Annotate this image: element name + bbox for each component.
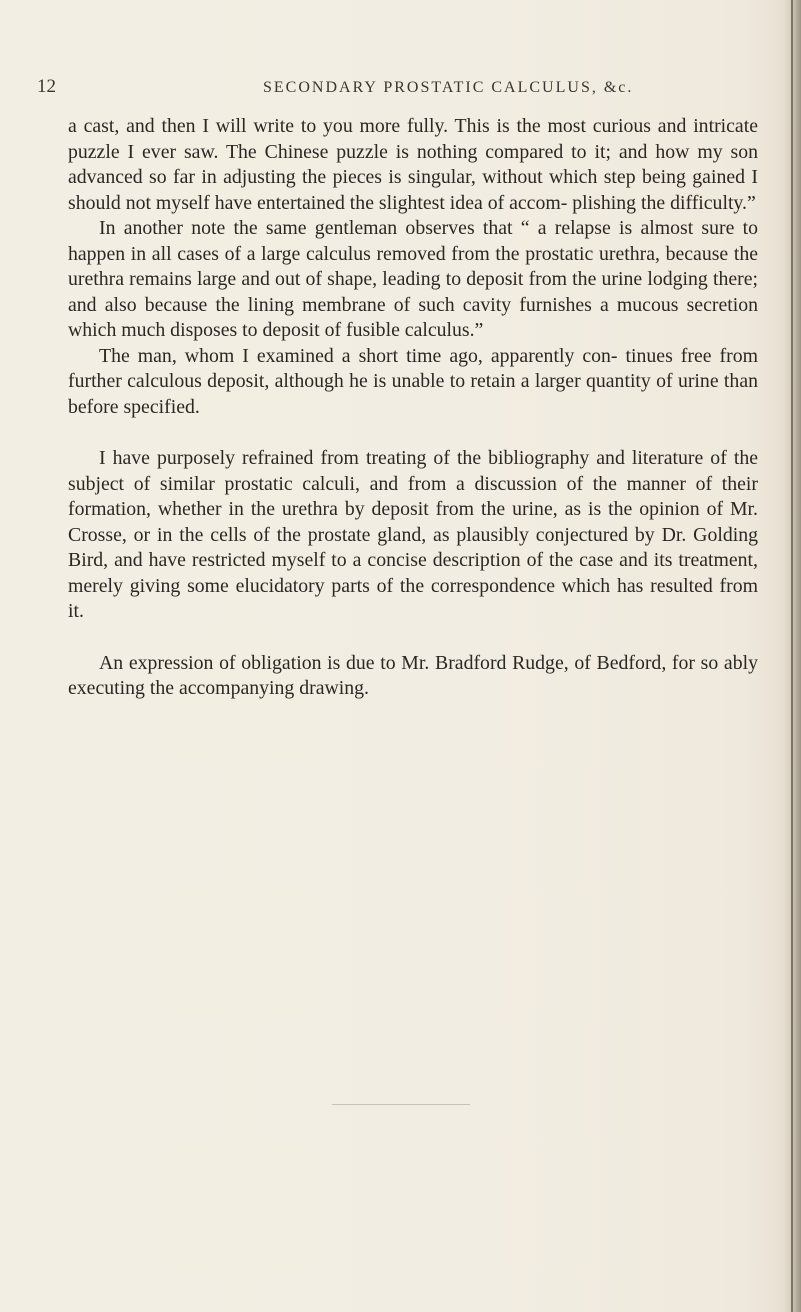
page-header xyxy=(37,76,757,100)
running-head: SECONDARY PROSTATIC CALCULUS, &c. xyxy=(263,79,634,96)
paragraph-5: An expression of obligation is due to Mr. Bradford Rudge, of Bedford, for so ably executing the accompanying drawing. xyxy=(68,651,758,699)
paragraph-3: The man, whom I examined a short time ago, apparently con- tinues free from further calculous deposit, although he is unable to retain a larger quantity of urine than before specified. xyxy=(68,344,758,418)
page-edge-line xyxy=(791,0,793,1312)
paragraph-2: In another note the same gentleman observes that “ a relapse is almost sure to happen in all cases of a large calculus removed from the prostatic urethra, because the urethra remains large and out of shape, leading to deposit from the urine lodging there; and also because the lining membrane of such cavity furnishes a mucous secretion which much disposes to deposit of fusible calculus.” xyxy=(68,217,758,341)
body-text xyxy=(68,114,758,702)
paragraph-4: I have purposely refrained from treating of the bibliography and literature of the subject of similar prostatic calculi, and from a discussion of the manner of their formation, whether in the urethra by deposit from the urine, as is the opinion of Mr. Crosse, or in the cells of the prostate gland, as plausibly conjectured by Dr. Golding Bird, and have restricted myself to a concise description of the case and its treatment, merely giving some elucidatory parts of the correspondence which has resulted from it. xyxy=(68,447,758,622)
closing-rule xyxy=(332,1104,470,1105)
page-number: 12 xyxy=(37,76,56,97)
paragraph-1: a cast, and then I will write to you more fully. This is the most curious and intricate puzzle I ever saw. The Chinese puzzle is nothing compared to it; and how my son advanced so far in adjusting the pieces is singular, without which step being gained I should not myself have entertained the slightest idea of accom- plishing the difficulty.” xyxy=(68,115,758,214)
